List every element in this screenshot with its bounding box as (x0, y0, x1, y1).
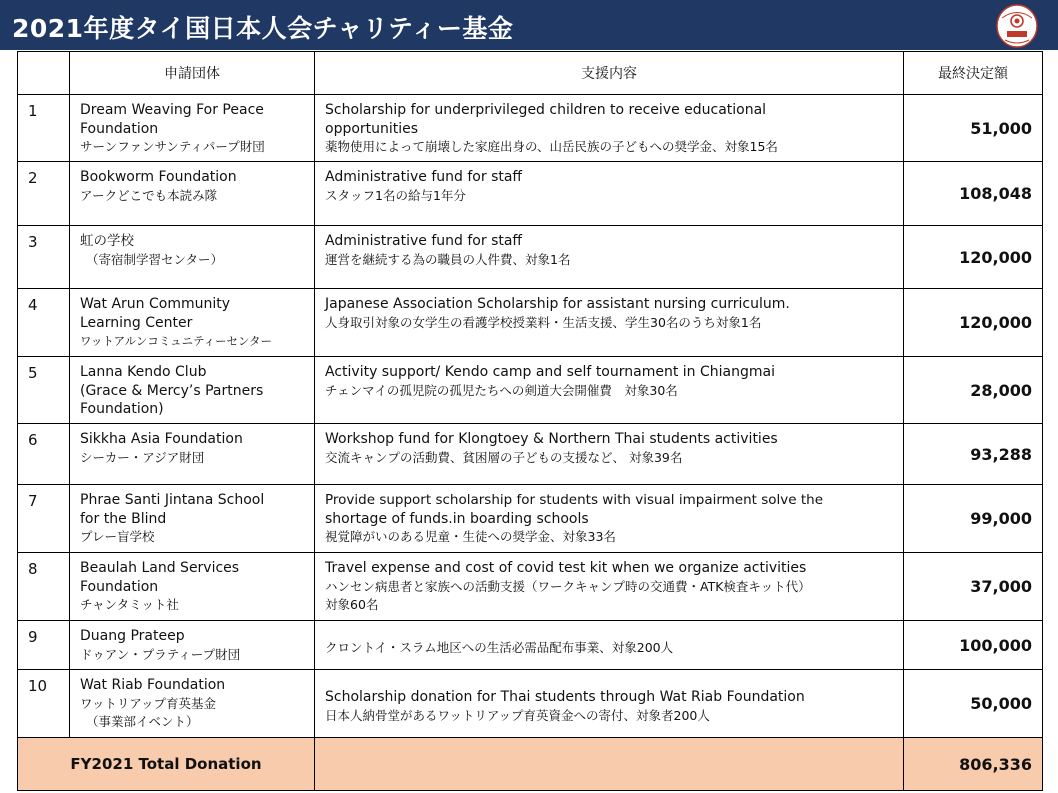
organization-cell (70, 226, 315, 289)
desc-ja: 交流キャンプの活動費、貧困層の子どもの支援など、 対象39名 (325, 449, 683, 465)
organization-cell (70, 485, 315, 553)
org-name-line: for the Blind (80, 510, 167, 527)
amount-cell: 120,000 (904, 289, 1043, 357)
org-name-line: Sikkha Asia Foundation (80, 431, 243, 447)
description-cell (315, 553, 904, 621)
table-row (18, 357, 1043, 424)
org-name-ja: （事業部イベント） (86, 714, 199, 729)
description-cell (315, 424, 904, 485)
page-title: 2021年度タイ国日本人会チャリティー基金 (12, 14, 514, 43)
description-cell (315, 621, 904, 670)
org-name-ja: ワットアルンコミュニティーセンター (80, 334, 272, 348)
amount-cell: 99,000 (904, 485, 1043, 553)
desc-ja: チェンマイの孤児院の孤児たちへの剣道大会開催費 対象30名 (325, 382, 678, 398)
org-name-ja: ワットリアップ育英基金 (80, 695, 217, 711)
org-name-line: Phrae Santi Jintana School (80, 492, 265, 508)
total-empty-cell (315, 738, 904, 791)
desc-ja: ハンセン病患者と家族への活動支援（ワークキャンプ時の交通費・ATK検査キット代） (325, 578, 811, 594)
row-number: 5 (18, 357, 70, 424)
row-number: 4 (18, 289, 70, 357)
table-row (18, 485, 1043, 553)
association-logo-icon (996, 4, 1038, 48)
org-name-line: Bookworm Foundation (80, 169, 237, 185)
table-row (18, 289, 1043, 357)
row-number: 8 (18, 553, 70, 621)
desc-ja: 日本人納骨堂があるワットリアップ育英資金への寄付、対象者200人 (325, 707, 710, 723)
amount-cell: 37,000 (904, 553, 1043, 621)
table-row (18, 670, 1043, 738)
title-bar (0, 0, 1058, 50)
org-name-ja: （寄宿制学習センター） (86, 251, 224, 267)
description-cell (315, 162, 904, 226)
org-name-line: Lanna Kendo Club (80, 364, 207, 380)
desc-ja: 対象60名 (325, 597, 379, 612)
total-amount: 806,336 (904, 738, 1043, 791)
desc-line: Administrative fund for staff (325, 233, 523, 249)
row-number: 1 (18, 95, 70, 162)
table-row (18, 162, 1043, 226)
org-name-ja: シーカー・アジア財団 (80, 449, 205, 465)
total-label: FY2021 Total Donation (18, 738, 315, 791)
desc-line: shortage of funds.in boarding schools (325, 510, 589, 527)
desc-line: Scholarship donation for Thai students through Wat Riab Foundation (325, 689, 805, 705)
amount-cell: 108,048 (904, 162, 1043, 226)
row-number: 3 (18, 226, 70, 289)
desc-ja: 人身取引対象の女学生の看護学校授業料・生活支援、学生30名のうち対象1名 (325, 314, 762, 330)
table-row (18, 226, 1043, 289)
org-name-ja: アークどこでも本読み隊 (80, 187, 218, 203)
organization-cell (70, 621, 315, 670)
description-cell (315, 95, 904, 162)
total-row (18, 738, 1043, 791)
row-number: 10 (18, 670, 70, 738)
org-name-line: Foundation (80, 578, 159, 595)
table-header-row (18, 52, 1043, 95)
desc-line: Activity support/ Kendo camp and self tournament in Chiangmai (325, 364, 775, 380)
org-name-ja: チャンタミット社 (80, 597, 179, 612)
description-cell (315, 670, 904, 738)
org-name-line: Learning Center (80, 314, 193, 331)
desc-ja: クロントイ・スラム地区への生活必需品配布事業、対象200人 (325, 639, 674, 655)
organization-cell (70, 424, 315, 485)
table-row (18, 621, 1043, 670)
description-cell (315, 226, 904, 289)
desc-ja: 運営を継続する為の職員の人件費、対象1名 (325, 251, 571, 267)
org-name-ja: 虹の学校 (80, 233, 134, 249)
organization-cell (70, 670, 315, 738)
donation-table (17, 51, 1043, 791)
header-organization: 申請団体 (70, 52, 315, 95)
desc-ja: 薬物使用によって崩壊した家庭出身の、山岳民族の子どもへの奨学金、対象15名 (325, 139, 778, 154)
row-number: 2 (18, 162, 70, 226)
org-name-ja: サーンファンサンティパープ財団 (80, 139, 265, 154)
organization-cell (70, 289, 315, 357)
desc-ja: 視覚障がいのある児童・生徒への奨学金、対象33名 (325, 529, 616, 544)
header-description: 支援内容 (315, 52, 904, 95)
amount-cell: 28,000 (904, 357, 1043, 424)
table-row (18, 95, 1043, 162)
org-name-line: Beaulah Land Services (80, 560, 240, 576)
row-number: 6 (18, 424, 70, 485)
amount-cell: 100,000 (904, 621, 1043, 670)
amount-cell: 50,000 (904, 670, 1043, 738)
row-number: 9 (18, 621, 70, 670)
desc-line: Administrative fund for staff (325, 169, 523, 185)
desc-line: Workshop fund for Klongtoey & Northern Thai students activities (325, 431, 778, 447)
desc-line: Provide support scholarship for students with visual impairment solve the (325, 492, 824, 508)
description-cell (315, 485, 904, 553)
desc-line: Scholarship for underprivileged children to receive educational (325, 102, 767, 118)
organization-cell (70, 553, 315, 621)
organization-cell (70, 95, 315, 162)
amount-cell: 51,000 (904, 95, 1043, 162)
table-row (18, 424, 1043, 485)
organization-cell (70, 162, 315, 226)
row-number: 7 (18, 485, 70, 553)
desc-line: Travel expense and cost of covid test kit when we organize activities (325, 560, 807, 576)
table-row (18, 553, 1043, 621)
org-name-line: Dream Weaving For Peace (80, 102, 264, 118)
desc-line: opportunities (325, 120, 419, 137)
org-name-line: (Grace & Mercy’s Partners (80, 382, 264, 399)
header-amount: 最終決定額 (904, 52, 1043, 95)
description-cell (315, 357, 904, 424)
description-cell (315, 289, 904, 357)
desc-line: Japanese Association Scholarship for assistant nursing curriculum. (325, 296, 790, 312)
org-name-line: Wat Arun Community (80, 296, 231, 312)
org-name-line: Duang Prateep (80, 628, 185, 644)
amount-cell: 93,288 (904, 424, 1043, 485)
header-no (18, 52, 70, 95)
org-name-line: Wat Riab Foundation (80, 677, 226, 693)
desc-ja: スタッフ1名の給与1年分 (325, 187, 466, 203)
amount-cell: 120,000 (904, 226, 1043, 289)
organization-cell (70, 357, 315, 424)
org-name-line: Foundation) (80, 401, 164, 417)
org-name-line: Foundation (80, 120, 159, 137)
org-name-ja: ドゥアン・プラティープ財団 (80, 646, 241, 662)
org-name-ja: プレー盲学校 (80, 529, 155, 544)
